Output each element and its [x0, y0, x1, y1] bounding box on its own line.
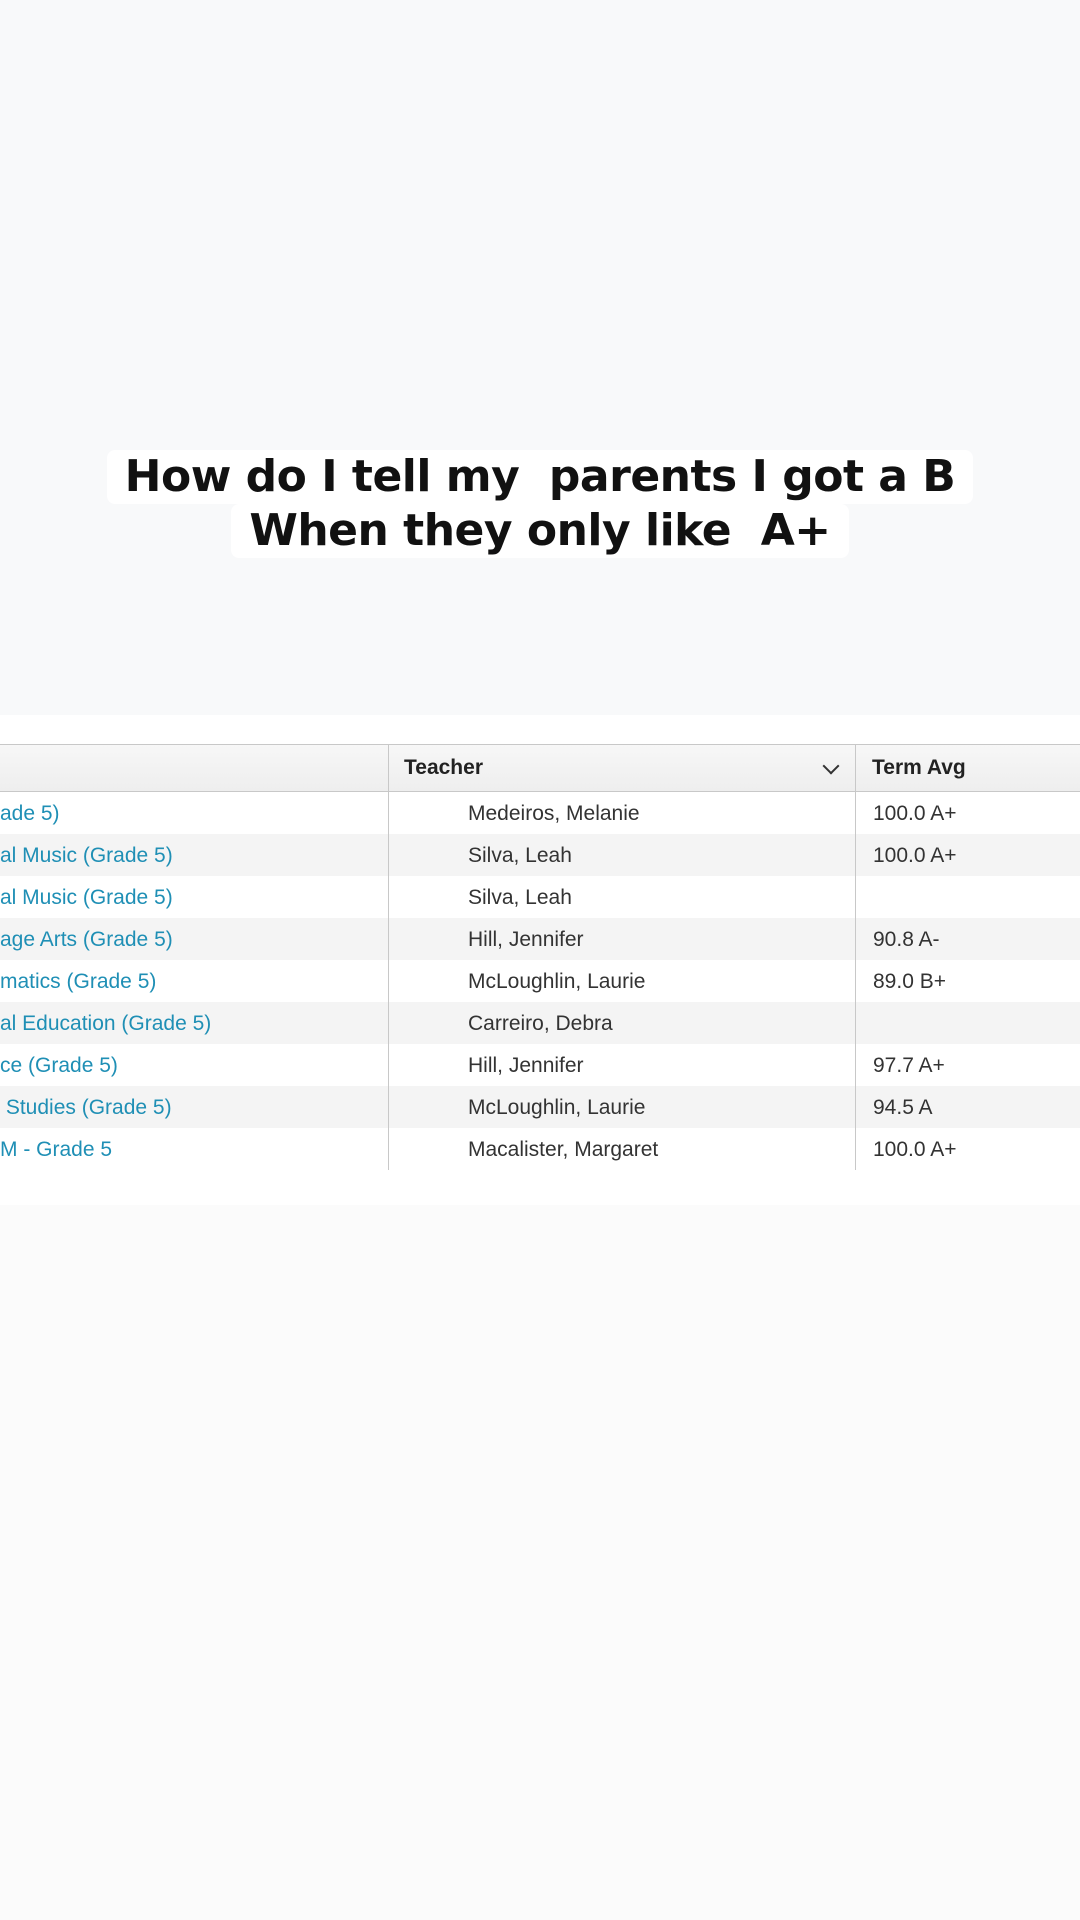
table-row: [0, 960, 1080, 1002]
table-row: [0, 876, 1080, 918]
course-link[interactable]: al Music (Grade 5): [0, 886, 173, 909]
term-average: 90.8 A-: [855, 918, 1080, 960]
caption-line-2: When they only like A+: [231, 504, 848, 558]
table-row: [0, 792, 1080, 834]
course-link[interactable]: al Music (Grade 5): [0, 844, 173, 867]
teacher-name: Hill, Jennifer: [388, 918, 855, 960]
video-caption: [0, 450, 1080, 558]
column-header-teacher-label: Teacher: [404, 756, 483, 779]
top-background: [0, 0, 1080, 715]
teacher-name: Carreiro, Debra: [388, 1002, 855, 1044]
table-row: [0, 1086, 1080, 1128]
course-link[interactable]: Studies (Grade 5): [0, 1096, 172, 1119]
teacher-name: Silva, Leah: [388, 834, 855, 876]
term-average: [855, 1002, 1080, 1044]
table-row: [0, 834, 1080, 876]
grades-table-panel: [0, 715, 1080, 1205]
course-link[interactable]: ade 5): [0, 802, 60, 825]
course-link[interactable]: matics (Grade 5): [0, 970, 157, 993]
teacher-name: Macalister, Margaret: [388, 1128, 855, 1170]
course-link[interactable]: al Education (Grade 5): [0, 1012, 212, 1035]
teacher-name: Hill, Jennifer: [388, 1044, 855, 1086]
grades-table: [0, 744, 1080, 1170]
course-link[interactable]: ce (Grade 5): [0, 1054, 118, 1077]
table-body: [0, 792, 1080, 1170]
teacher-name: McLoughlin, Laurie: [388, 1086, 855, 1128]
column-header-term-avg-label: Term Avg: [872, 756, 966, 779]
course-link[interactable]: age Arts (Grade 5): [0, 928, 173, 951]
term-average: 89.0 B+: [855, 960, 1080, 1002]
term-average: 100.0 A+: [855, 792, 1080, 834]
term-average: 94.5 A: [855, 1086, 1080, 1128]
column-header-teacher[interactable]: [388, 745, 855, 791]
column-header-description[interactable]: [0, 745, 387, 791]
column-header-term-avg[interactable]: [855, 745, 1080, 791]
term-average: 100.0 A+: [855, 1128, 1080, 1170]
teacher-name: Medeiros, Melanie: [388, 792, 855, 834]
table-row: [0, 1044, 1080, 1086]
term-average: 97.7 A+: [855, 1044, 1080, 1086]
caption-line-1: How do I tell my parents I got a B: [107, 450, 974, 504]
table-row: [0, 1002, 1080, 1044]
table-row: [0, 1128, 1080, 1170]
teacher-name: Silva, Leah: [388, 876, 855, 918]
bottom-background: [0, 1205, 1080, 1920]
table-row: [0, 918, 1080, 960]
term-average: [855, 876, 1080, 918]
teacher-name: McLoughlin, Laurie: [388, 960, 855, 1002]
course-link[interactable]: M - Grade 5: [0, 1138, 113, 1161]
term-average: 100.0 A+: [855, 834, 1080, 876]
table-header-row: [0, 744, 1080, 792]
